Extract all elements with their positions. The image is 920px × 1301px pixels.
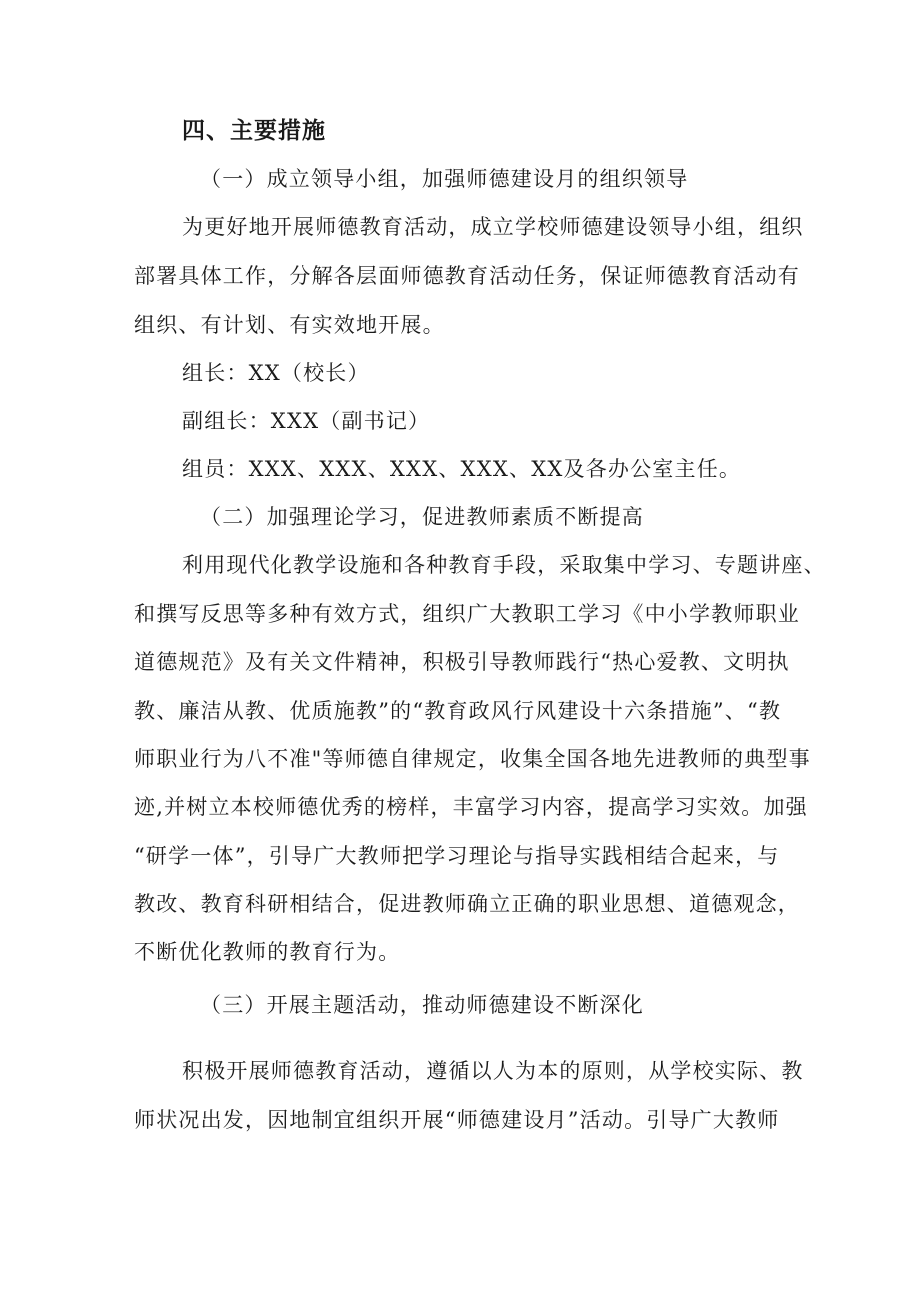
subsection-title-2: （二）加强理论学习，促进教师素质不断提高 <box>200 505 644 529</box>
paragraph-3-line-1: 积极开展师德教育活动，遵循以人为本的原则，从学校实际、教 <box>182 1059 804 1083</box>
paragraph-2-line-5: 师职业行为八不准"等师德自律规定，收集全国各地先进教师的典型事 <box>134 747 811 771</box>
vice-leader-line: 副组长：XXX（副书记） <box>182 409 431 433</box>
paragraph-3-line-2: 师状况出发，因地制宜组织开展“师德建设月”活动。引导广大教师 <box>134 1108 780 1132</box>
members-line: 组员：XXX、XXX、XXX、XXX、XX及各办公室主任。 <box>182 457 742 481</box>
paragraph-2-line-7: “研学一体”，引导广大教师把学习理论与指导实践相结合起来，与 <box>134 844 780 868</box>
paragraph-1-line-3: 组织、有计划、有实效地开展。 <box>134 313 445 337</box>
paragraph-2-line-6: 迹,并树立本校师德优秀的榜样，丰富学习内容，提高学习实效。加强 <box>134 795 808 819</box>
subsection-title-3: （三）开展主题活动，推动师德建设不断深化 <box>200 993 644 1017</box>
paragraph-2-line-1: 利用现代化教学设施和各种教育手段，采取集中学习、专题讲座、 <box>182 553 826 577</box>
paragraph-2-line-4: 教、廉洁从教、优质施教”的“教育政风行风建设十六条措施”、“教 <box>134 699 782 723</box>
paragraph-2-line-3: 道德规范》及有关文件精神，积极引导教师践行“热心爱教、文明执 <box>134 650 790 674</box>
paragraph-2-line-2: 和撰写反思等多种有效方式，组织广大教职工学习《中小学教师职业 <box>134 602 800 626</box>
section-heading: 四、主要措施 <box>182 118 326 144</box>
paragraph-2-line-9: 不断优化教师的教育行为。 <box>134 940 401 964</box>
paragraph-2-line-8: 教改、教育科研相结合，促进教师确立正确的职业思想、道德观念， <box>134 892 800 916</box>
paragraph-1-line-2: 部署具体工作，分解各层面师德教育活动任务，保证师德教育活动有 <box>134 264 800 288</box>
leader-line: 组长：XX（校长） <box>182 361 370 385</box>
paragraph-1-line-1: 为更好地开展师德教育活动，成立学校师德建设领导小组，组织 <box>182 215 804 239</box>
subsection-title-1: （一）成立领导小组，加强师德建设月的组织领导 <box>200 167 689 191</box>
